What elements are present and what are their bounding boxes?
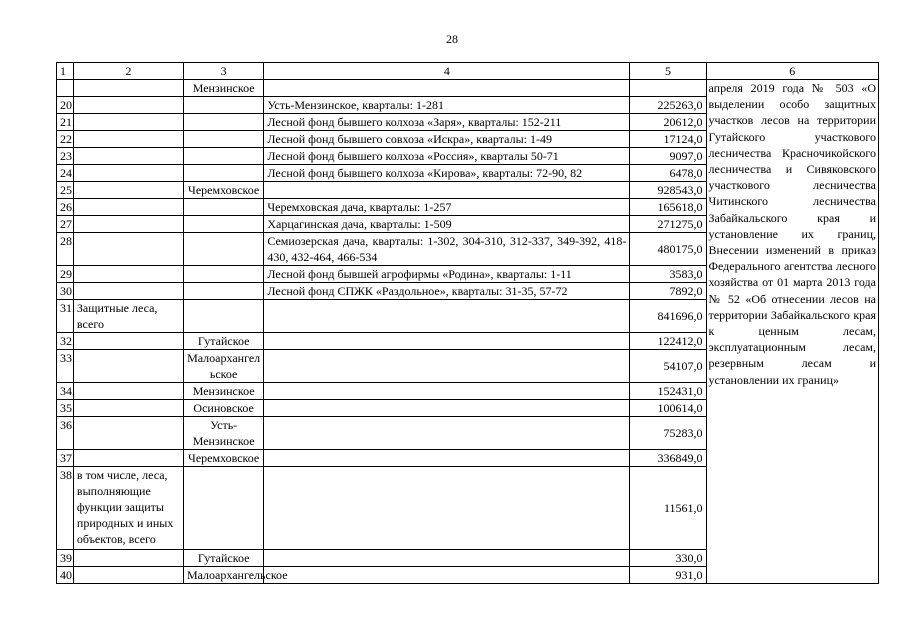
row-number: 35. bbox=[57, 400, 74, 417]
row-number: 34. bbox=[57, 383, 74, 400]
forestry-cell: Осиновское bbox=[183, 400, 263, 417]
description-cell: Харцагинская дача, кварталы: 1-509 bbox=[264, 216, 630, 233]
category-cell bbox=[73, 266, 183, 283]
forestry-cell bbox=[183, 114, 263, 131]
category-cell bbox=[73, 550, 183, 567]
description-cell: Черемховская дача, кварталы: 1-257 bbox=[264, 199, 630, 216]
description-cell: Семиозерская дача, кварталы: 1-302, 304-310, 312-337, 349-392, 418-430, 432-464, 466-534 bbox=[264, 233, 630, 266]
description-cell: Лесной фонд СПЖК «Раздольное», кварталы: 31-35, 57-72 bbox=[264, 283, 630, 300]
row-number: 32. bbox=[57, 333, 74, 350]
forestry-cell: Черемховское bbox=[183, 182, 263, 199]
description-cell bbox=[264, 400, 630, 417]
description-cell bbox=[264, 450, 630, 467]
forestry-cell bbox=[183, 266, 263, 283]
category-cell bbox=[73, 333, 183, 350]
description-cell: Лесной фонд бывшего совхоза «Искра», кварталы: 1-49 bbox=[264, 131, 630, 148]
row-number: 33. bbox=[57, 350, 74, 383]
description-cell: Лесной фонд бывшего колхоза «Россия», кварталы 50-71 bbox=[264, 148, 630, 165]
description-cell bbox=[264, 467, 630, 550]
category-cell bbox=[73, 114, 183, 131]
description-cell bbox=[264, 350, 630, 383]
header-row bbox=[57, 63, 879, 80]
row-number: 37. bbox=[57, 450, 74, 467]
forestry-cell: Мензинское bbox=[183, 80, 263, 97]
area-cell: 54107,0 bbox=[630, 350, 706, 383]
area-cell: 75283,0 bbox=[630, 417, 706, 450]
row-number bbox=[57, 80, 74, 97]
area-cell: 931,0 bbox=[630, 567, 706, 584]
area-cell: 9097,0 bbox=[630, 148, 706, 165]
area-cell: 17124,0 bbox=[630, 131, 706, 148]
header-cell: 3 bbox=[183, 63, 263, 80]
area-cell: 11561,0 bbox=[630, 467, 706, 550]
header-cell: 2 bbox=[73, 63, 183, 80]
area-cell: 330,0 bbox=[630, 550, 706, 567]
header-cell: 4 bbox=[264, 63, 630, 80]
row-number: 39. bbox=[57, 550, 74, 567]
description-cell bbox=[264, 80, 630, 97]
row-number: 40. bbox=[57, 567, 74, 584]
area-cell: 165618,0 bbox=[630, 199, 706, 216]
forestry-cell: Гутайское bbox=[183, 333, 263, 350]
area-cell: 20612,0 bbox=[630, 114, 706, 131]
row-number: 29. bbox=[57, 266, 74, 283]
forestry-cell: Малоархангельское bbox=[183, 567, 263, 584]
forestry-cell bbox=[183, 233, 263, 266]
area-cell: 271275,0 bbox=[630, 216, 706, 233]
row-number: 21. bbox=[57, 114, 74, 131]
row-number: 27. bbox=[57, 216, 74, 233]
forestry-cell: Мензинское bbox=[183, 383, 263, 400]
description-cell bbox=[264, 182, 630, 199]
forest-table bbox=[56, 62, 879, 584]
category-cell bbox=[73, 148, 183, 165]
forestry-cell bbox=[183, 300, 263, 333]
category-cell bbox=[73, 383, 183, 400]
area-cell: 336849,0 bbox=[630, 450, 706, 467]
row-number: 26. bbox=[57, 199, 74, 216]
area-cell: 3583,0 bbox=[630, 266, 706, 283]
description-cell bbox=[264, 550, 630, 567]
area-cell: 122412,0 bbox=[630, 333, 706, 350]
category-cell bbox=[73, 567, 183, 584]
category-cell bbox=[73, 400, 183, 417]
forestry-cell: Малоархангельское bbox=[183, 350, 263, 383]
category-cell bbox=[73, 165, 183, 182]
forestry-cell bbox=[183, 467, 263, 550]
area-cell: 6478,0 bbox=[630, 165, 706, 182]
description-cell: Усть-Мензинское, кварталы: 1-281 bbox=[264, 97, 630, 114]
description-cell bbox=[264, 567, 630, 584]
area-cell: 841696,0 bbox=[630, 300, 706, 333]
area-cell: 480175,0 bbox=[630, 233, 706, 266]
row-number: 31. bbox=[57, 300, 74, 333]
row-number: 22. bbox=[57, 131, 74, 148]
header-cell: 1 bbox=[57, 63, 74, 80]
row-number: 30. bbox=[57, 283, 74, 300]
header-cell: 6 bbox=[706, 63, 878, 80]
area-cell: 928543,0 bbox=[630, 182, 706, 199]
row-number: 24. bbox=[57, 165, 74, 182]
row-number: 23. bbox=[57, 148, 74, 165]
area-cell: 225263,0 bbox=[630, 97, 706, 114]
page-number: 28 bbox=[446, 32, 458, 46]
description-cell: Лесной фонд бывшего колхоза «Кирова», кварталы: 72-90, 82 bbox=[264, 165, 630, 182]
row-number: 28. bbox=[57, 233, 74, 266]
category-cell bbox=[73, 283, 183, 300]
category-cell bbox=[73, 97, 183, 114]
category-cell bbox=[73, 450, 183, 467]
area-cell: 100614,0 bbox=[630, 400, 706, 417]
category-cell bbox=[73, 216, 183, 233]
legal-basis-note: апреля 2019 года № 503 «О выделении особо защитных участков лесов на территории Гутайского участкового лесничества Красночикойского лесничества и Сивяковского участкового лесничества Читинского лесничества Забайкальского края и установление их границ, Внесении изменений в приказ Федерального агентства лесного хозяйства от 01 марта 2013 года № 52 «Об отнесении лесов на территории Забайкальского края к ценным лесам, эксплуатационным лесам, резервным лесам и установлении их границ» bbox=[706, 80, 878, 584]
forestry-cell bbox=[183, 148, 263, 165]
row-number: 38. bbox=[57, 467, 74, 550]
category-cell bbox=[73, 80, 183, 97]
description-cell: Лесной фонд бывшего колхоза «Заря», кварталы: 152-211 bbox=[264, 114, 630, 131]
table-row bbox=[57, 80, 879, 97]
category-cell bbox=[73, 417, 183, 450]
area-cell: 152431,0 bbox=[630, 383, 706, 400]
forestry-cell: Черемховское bbox=[183, 450, 263, 467]
description-cell bbox=[264, 417, 630, 450]
area-cell: 7892,0 bbox=[630, 283, 706, 300]
description-cell bbox=[264, 333, 630, 350]
description-cell bbox=[264, 300, 630, 333]
area-cell bbox=[630, 80, 706, 97]
row-number: 36. bbox=[57, 417, 74, 450]
forestry-cell bbox=[183, 283, 263, 300]
row-number: 20. bbox=[57, 97, 74, 114]
category-cell bbox=[73, 182, 183, 199]
category-cell bbox=[73, 131, 183, 148]
forestry-cell bbox=[183, 199, 263, 216]
forestry-cell: Усть-Мензинское bbox=[183, 417, 263, 450]
category-cell: в том числе, леса, выполняющие функции защиты природных и иных объектов, всего bbox=[73, 467, 183, 550]
category-cell: Защитные леса, всего bbox=[73, 300, 183, 333]
forestry-cell bbox=[183, 216, 263, 233]
header-cell: 5 bbox=[630, 63, 706, 80]
forestry-cell bbox=[183, 165, 263, 182]
forestry-cell: Гутайское bbox=[183, 550, 263, 567]
description-cell bbox=[264, 383, 630, 400]
forestry-cell bbox=[183, 131, 263, 148]
description-cell: Лесной фонд бывшей агрофирмы «Родина», кварталы: 1-11 bbox=[264, 266, 630, 283]
category-cell bbox=[73, 350, 183, 383]
forestry-cell bbox=[183, 97, 263, 114]
row-number: 25. bbox=[57, 182, 74, 199]
category-cell bbox=[73, 233, 183, 266]
category-cell bbox=[73, 199, 183, 216]
